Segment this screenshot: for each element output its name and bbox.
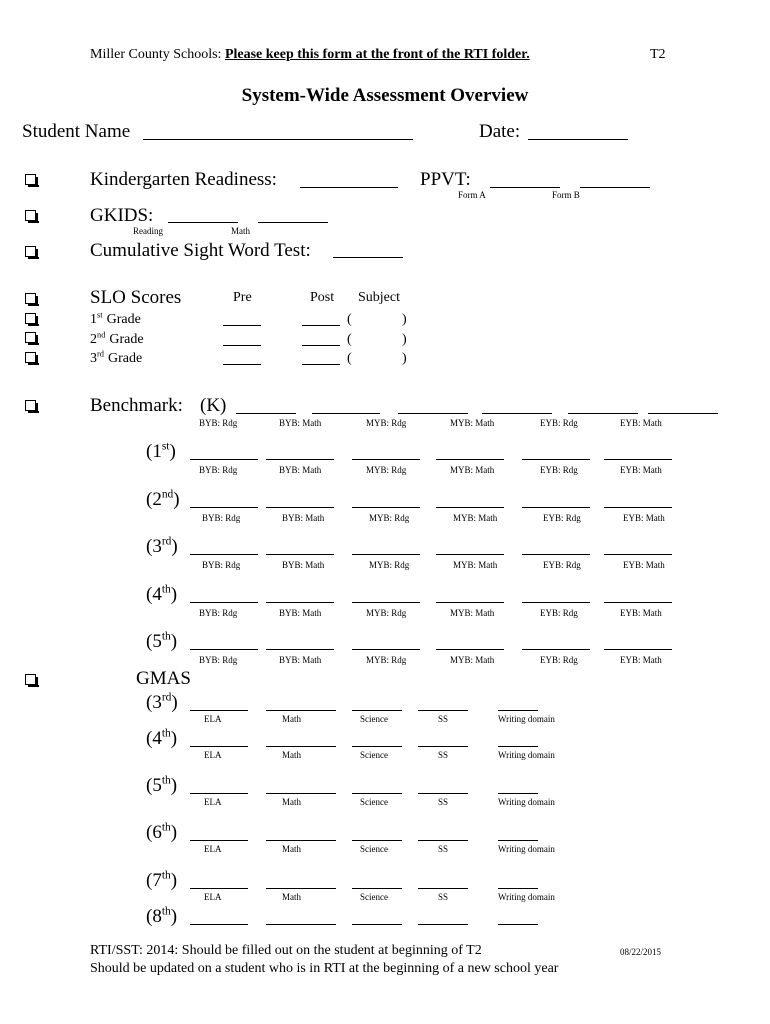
gmas-grade-label-number: 7: [152, 870, 162, 891]
slo-grade-label: [90, 310, 141, 327]
benchmark-col-caption: MYB: Math: [453, 513, 498, 523]
gmas-col-caption: SS: [438, 892, 449, 902]
gmas-col-caption: Math: [282, 892, 301, 902]
slo-subject-close-paren: ): [402, 351, 407, 366]
gmas-grade-label-open: (: [146, 906, 153, 927]
gmas-col-caption: Science: [360, 797, 388, 807]
gmas-score-field[interactable]: [190, 746, 248, 747]
benchmark-score-field[interactable]: [522, 507, 590, 508]
gmas-grade-label: [146, 871, 177, 890]
benchmark-score-field[interactable]: [190, 554, 258, 555]
gmas-grade-label-close: ): [170, 775, 178, 796]
benchmark-score-field[interactable]: [266, 507, 334, 508]
benchmark-grade-label: [146, 585, 177, 604]
benchmark-label: Benchmark:: [90, 395, 183, 416]
benchmark-col-caption: EYB: Math: [620, 655, 662, 665]
gmas-grade-label-number: 5: [152, 775, 162, 796]
benchmark-score-field[interactable]: [522, 602, 590, 603]
gmas-score-field[interactable]: [418, 746, 468, 747]
gkids-math-field[interactable]: [258, 222, 328, 223]
header-line: [90, 48, 530, 62]
benchmark-col-caption: BYB: Math: [282, 513, 325, 523]
student-name-field[interactable]: [143, 139, 413, 140]
benchmark-col-caption: EYB: Math: [623, 513, 665, 523]
gkids-reading-field[interactable]: [168, 222, 238, 223]
slo-col-pre: Pre: [233, 290, 252, 305]
gmas-score-field[interactable]: [418, 710, 468, 711]
gmas-grade-label-suffix: th: [161, 869, 171, 882]
benchmark-score-field[interactable]: [604, 649, 672, 650]
gmas-col-caption: SS: [438, 714, 449, 724]
slo-grade-suffix: rd: [97, 349, 104, 359]
benchmark-col-caption: BYB: Rdg: [199, 465, 238, 475]
gmas-grade-label-number: 8: [152, 906, 162, 927]
gmas-col-caption: Writing domain: [498, 892, 555, 902]
slo-post-field[interactable]: [302, 364, 340, 365]
benchmark-checkbox[interactable]: [25, 400, 36, 411]
benchmark-col-caption: MYB: Rdg: [366, 655, 407, 665]
gmas-score-field[interactable]: [418, 888, 468, 889]
date-field[interactable]: [528, 139, 628, 140]
benchmark-grade-label-number: 5: [152, 631, 162, 652]
gmas-score-field[interactable]: [498, 793, 538, 794]
page-title: System-Wide Assessment Overview: [241, 85, 529, 106]
slo-subject-open-paren: (: [347, 312, 352, 327]
benchmark-col-caption: EYB: Rdg: [540, 655, 578, 665]
benchmark-k-label: (K): [200, 395, 227, 416]
form-code: T2: [650, 47, 666, 62]
gmas-grade-label: [146, 776, 177, 795]
benchmark-grade-label: [146, 537, 178, 556]
slo-grade-word: Grade: [106, 312, 141, 327]
benchmark-k-field[interactable]: [398, 413, 468, 414]
benchmark-col-caption: EYB: Rdg: [540, 418, 578, 428]
benchmark-col-caption: EYB: Math: [620, 465, 662, 475]
benchmark-grade-label-suffix: th: [161, 630, 171, 643]
benchmark-col-caption: BYB: Math: [279, 465, 322, 475]
student-name-label: Student Name: [22, 121, 131, 142]
folder-notice: Please keep this form at the front of the RTI folder.: [224, 47, 530, 62]
gkids-math-caption: Math: [231, 226, 250, 236]
benchmark-score-field[interactable]: [604, 554, 672, 555]
benchmark-score-field[interactable]: [436, 649, 504, 650]
gmas-col-caption: ELA: [204, 844, 222, 854]
benchmark-score-field[interactable]: [436, 507, 504, 508]
benchmark-k-field[interactable]: [482, 413, 552, 414]
sight-word-label: Cumulative Sight Word Test:: [90, 240, 311, 261]
benchmark-col-caption: BYB: Rdg: [202, 560, 241, 570]
slo-subject-field[interactable]: [356, 325, 400, 326]
gmas-score-field[interactable]: [266, 888, 336, 889]
gmas-grade-label-number: 3: [152, 692, 162, 713]
slo-grade1-checkbox[interactable]: [25, 313, 36, 324]
benchmark-col-caption: MYB: Rdg: [369, 513, 410, 523]
benchmark-grade-label-close: ): [169, 441, 176, 462]
benchmark-col-caption: BYB: Rdg: [199, 608, 238, 618]
slo-subject-field[interactable]: [356, 345, 400, 346]
gmas-grade-label: [146, 823, 177, 842]
benchmark-grade-label-number: 1: [152, 441, 162, 462]
gmas-score-field[interactable]: [190, 888, 248, 889]
gmas-grade-label-open: (: [146, 822, 153, 843]
benchmark-col-caption: EYB: Math: [620, 418, 662, 428]
kindergarten-checkbox[interactable]: [25, 174, 36, 185]
benchmark-col-caption: MYB: Math: [450, 655, 495, 665]
slo-grade-suffix: nd: [97, 330, 106, 340]
benchmark-score-field[interactable]: [352, 507, 420, 508]
benchmark-col-caption: BYB: Math: [279, 608, 322, 618]
sight-word-field[interactable]: [333, 257, 403, 258]
gmas-col-caption: Science: [360, 892, 388, 902]
benchmark-grade-label-close: ): [170, 584, 178, 605]
benchmark-k-field[interactable]: [236, 413, 296, 414]
ppvt-label: PPVT:: [420, 169, 471, 190]
benchmark-score-field[interactable]: [436, 602, 504, 603]
gmas-grade-label: [146, 693, 178, 712]
gmas-score-field[interactable]: [498, 840, 538, 841]
benchmark-grade-label-number: 4: [152, 584, 162, 605]
gmas-col-caption: SS: [438, 844, 449, 854]
slo-grade-label: [90, 349, 143, 366]
slo-grade3-checkbox[interactable]: [25, 352, 36, 363]
benchmark-grade-label: [146, 442, 176, 461]
benchmark-score-field[interactable]: [604, 459, 672, 460]
gmas-grade-label-open: (: [146, 692, 153, 713]
benchmark-k-field[interactable]: [648, 413, 718, 414]
benchmark-grade-label-open: (: [146, 631, 153, 652]
slo-col-post: Post: [310, 290, 335, 305]
gmas-score-field[interactable]: [352, 710, 402, 711]
footer-date: 08/22/2015: [620, 947, 662, 957]
benchmark-score-field[interactable]: [266, 602, 334, 603]
gmas-grade-label: [146, 729, 177, 748]
footer-line1: RTI/SST: 2014: Should be filled out on the student at beginning of T2: [90, 943, 482, 958]
benchmark-grade-label-number: 3: [152, 536, 162, 557]
slo-subject-open-paren: (: [347, 351, 352, 366]
benchmark-score-field[interactable]: [436, 459, 504, 460]
gmas-col-caption: ELA: [204, 750, 222, 760]
gmas-col-caption: Writing domain: [498, 844, 555, 854]
gmas-label: GMAS: [136, 668, 191, 689]
benchmark-grade-label-open: (: [146, 489, 153, 510]
slo-pre-field[interactable]: [223, 364, 261, 365]
benchmark-score-field[interactable]: [266, 459, 334, 460]
gmas-grade-label-close: ): [170, 906, 178, 927]
slo-title: SLO Scores: [90, 287, 182, 308]
benchmark-col-caption: EYB: Rdg: [540, 608, 578, 618]
benchmark-grade-label: [146, 632, 177, 651]
gmas-col-caption: SS: [438, 797, 449, 807]
slo-grade-number: 1: [90, 312, 97, 327]
gmas-col-caption: ELA: [204, 797, 222, 807]
gmas-col-caption: ELA: [204, 892, 222, 902]
gmas-score-field[interactable]: [266, 924, 336, 925]
gmas-score-field[interactable]: [498, 924, 538, 925]
slo-grade-word: Grade: [109, 332, 144, 347]
slo-post-field[interactable]: [302, 325, 340, 326]
gmas-grade-label-suffix: rd: [161, 691, 172, 704]
gmas-score-field[interactable]: [190, 793, 248, 794]
slo-pre-field[interactable]: [223, 325, 261, 326]
benchmark-k-field[interactable]: [312, 413, 380, 414]
benchmark-score-field[interactable]: [436, 554, 504, 555]
benchmark-grade-label-suffix: st: [161, 440, 170, 453]
slo-grade-word: Grade: [107, 351, 143, 366]
district-name: Miller County Schools:: [90, 47, 222, 62]
gkids-checkbox[interactable]: [25, 210, 36, 221]
gkids-label: GKIDS:: [90, 205, 154, 226]
benchmark-grade-label-suffix: rd: [161, 535, 172, 548]
gmas-score-field[interactable]: [498, 710, 538, 711]
benchmark-col-caption: BYB: Rdg: [199, 655, 238, 665]
gmas-grade-label-number: 6: [152, 822, 162, 843]
gmas-grade-label-close: ): [170, 728, 178, 749]
gmas-col-caption: Writing domain: [498, 750, 555, 760]
gmas-grade-label-suffix: th: [161, 905, 171, 918]
slo-checkbox[interactable]: [25, 293, 36, 304]
gmas-score-field[interactable]: [352, 924, 402, 925]
gmas-score-field[interactable]: [418, 924, 468, 925]
benchmark-score-field[interactable]: [190, 459, 258, 460]
benchmark-score-field[interactable]: [352, 649, 420, 650]
gmas-score-field[interactable]: [418, 793, 468, 794]
benchmark-grade-label-close: ): [173, 489, 180, 510]
benchmark-col-caption: EYB: Rdg: [543, 560, 581, 570]
gmas-score-field[interactable]: [190, 840, 248, 841]
benchmark-score-field[interactable]: [352, 554, 420, 555]
date-label: Date:: [479, 121, 521, 142]
slo-subject-open-paren: (: [347, 332, 352, 347]
benchmark-grade-label-suffix: th: [161, 583, 171, 596]
benchmark-col-caption: MYB: Rdg: [366, 418, 407, 428]
benchmark-col-caption: EYB: Rdg: [543, 513, 581, 523]
benchmark-col-caption: EYB: Math: [620, 608, 662, 618]
benchmark-score-field[interactable]: [522, 649, 590, 650]
benchmark-score-field[interactable]: [604, 507, 672, 508]
gmas-score-field[interactable]: [266, 746, 336, 747]
slo-grade-suffix: st: [97, 310, 103, 320]
benchmark-col-caption: MYB: Rdg: [369, 560, 410, 570]
benchmark-score-field[interactable]: [352, 459, 420, 460]
benchmark-grade-label-suffix: nd: [161, 488, 174, 501]
benchmark-col-caption: MYB: Rdg: [366, 465, 407, 475]
benchmark-k-field[interactable]: [568, 413, 638, 414]
benchmark-score-field[interactable]: [190, 649, 258, 650]
benchmark-score-field[interactable]: [266, 649, 334, 650]
benchmark-col-caption: MYB: Math: [453, 560, 498, 570]
benchmark-grade-label-open: (: [146, 441, 153, 462]
footer-line2: Should be updated on a student who is in RTI at the beginning of a new school year: [90, 961, 559, 976]
kindergarten-label: Kindergarten Readiness:: [90, 169, 277, 190]
sight-word-checkbox[interactable]: [25, 246, 36, 257]
gmas-col-caption: Science: [360, 844, 388, 854]
gmas-col-caption: SS: [438, 750, 449, 760]
benchmark-grade-label-open: (: [146, 536, 153, 557]
ppvt-form-b-field[interactable]: [580, 187, 650, 188]
ppvt-form-b-caption: Form B: [552, 190, 580, 200]
benchmark-col-caption: MYB: Rdg: [366, 608, 407, 618]
benchmark-col-caption: BYB: Math: [279, 655, 322, 665]
gmas-grade-label-number: 4: [152, 728, 162, 749]
gmas-col-caption: Writing domain: [498, 714, 555, 724]
gmas-grade-label-open: (: [146, 775, 153, 796]
gmas-grade-label-close: ): [170, 870, 178, 891]
gmas-score-field[interactable]: [352, 793, 402, 794]
benchmark-grade-label-open: (: [146, 584, 153, 605]
gmas-score-field[interactable]: [352, 746, 402, 747]
gmas-grade-label: [146, 907, 177, 926]
gmas-grade-label-suffix: th: [161, 821, 171, 834]
slo-pre-field[interactable]: [223, 345, 261, 346]
slo-subject-field[interactable]: [356, 364, 400, 365]
benchmark-col-caption: MYB: Math: [450, 465, 495, 475]
benchmark-score-field[interactable]: [604, 602, 672, 603]
gmas-grade-label-open: (: [146, 728, 153, 749]
benchmark-col-caption: MYB: Math: [450, 608, 495, 618]
gmas-grade-label-suffix: th: [161, 774, 171, 787]
gmas-checkbox[interactable]: [25, 674, 36, 685]
benchmark-score-field[interactable]: [190, 507, 258, 508]
benchmark-col-caption: MYB: Math: [450, 418, 495, 428]
benchmark-grade-label-number: 2: [152, 489, 162, 510]
benchmark-score-field[interactable]: [352, 602, 420, 603]
gmas-score-field[interactable]: [352, 840, 402, 841]
benchmark-col-caption: BYB: Math: [279, 418, 322, 428]
benchmark-score-field[interactable]: [522, 459, 590, 460]
slo-grade-number: 3: [90, 351, 97, 366]
gmas-col-caption: Writing domain: [498, 797, 555, 807]
gmas-score-field[interactable]: [498, 746, 538, 747]
benchmark-grade-label-close: ): [170, 631, 178, 652]
slo-subject-close-paren: ): [402, 332, 407, 347]
gmas-grade-label-suffix: th: [161, 727, 171, 740]
benchmark-grade-label: [146, 490, 180, 509]
slo-grade-label: [90, 330, 144, 347]
benchmark-col-caption: BYB: Math: [282, 560, 325, 570]
gmas-score-field[interactable]: [418, 840, 468, 841]
gmas-score-field[interactable]: [190, 924, 248, 925]
gmas-col-caption: Science: [360, 714, 388, 724]
benchmark-col-caption: BYB: Rdg: [202, 513, 241, 523]
gmas-score-field[interactable]: [266, 840, 336, 841]
gmas-score-field[interactable]: [190, 710, 248, 711]
benchmark-col-caption: EYB: Rdg: [540, 465, 578, 475]
gmas-col-caption: Math: [282, 844, 301, 854]
gmas-score-field[interactable]: [266, 710, 336, 711]
gmas-col-caption: Math: [282, 750, 301, 760]
benchmark-score-field[interactable]: [522, 554, 590, 555]
kindergarten-field[interactable]: [300, 187, 398, 188]
benchmark-grade-label-close: ): [171, 536, 178, 557]
gmas-score-field[interactable]: [498, 888, 538, 889]
gmas-col-caption: Math: [282, 714, 301, 724]
benchmark-score-field[interactable]: [266, 554, 334, 555]
ppvt-form-a-caption: Form A: [458, 190, 486, 200]
benchmark-col-caption: EYB: Math: [623, 560, 665, 570]
gmas-col-caption: Math: [282, 797, 301, 807]
gmas-grade-label-close: ): [171, 692, 178, 713]
gmas-score-field[interactable]: [352, 888, 402, 889]
slo-post-field[interactable]: [302, 345, 340, 346]
slo-grade2-checkbox[interactable]: [25, 332, 36, 343]
benchmark-col-caption: BYB: Rdg: [199, 418, 238, 428]
benchmark-score-field[interactable]: [190, 602, 258, 603]
slo-subject-close-paren: ): [402, 312, 407, 327]
gmas-col-caption: ELA: [204, 714, 222, 724]
gmas-grade-label-close: ): [170, 822, 178, 843]
slo-grade-number: 2: [90, 332, 97, 347]
slo-col-subject: Subject: [358, 290, 400, 305]
ppvt-form-a-field[interactable]: [490, 187, 560, 188]
gmas-col-caption: Science: [360, 750, 388, 760]
gmas-score-field[interactable]: [266, 793, 336, 794]
gkids-reading-caption: Reading: [133, 226, 163, 236]
gmas-grade-label-open: (: [146, 870, 153, 891]
